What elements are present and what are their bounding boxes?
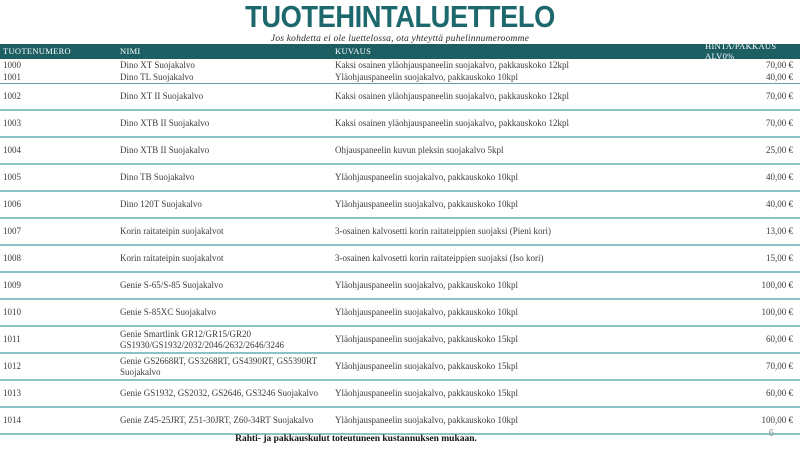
product-number-cell: 1014 (3, 415, 21, 426)
product-name-cell: Korin raitateipin suojakalvot (120, 253, 224, 264)
product-number-cell: 1012 (3, 361, 21, 372)
product-number-cell: 1008 (3, 253, 21, 264)
product-description-cell: Kaksi osainen yläohjauspaneelin suojakalvo, pakkauskoko 12kpl (335, 118, 569, 129)
product-price-cell: 60,00 € (766, 334, 793, 345)
product-number-cell: 1001 (3, 71, 21, 82)
footer-note: Rahti- ja pakkauskulut toteutuneen kustannuksen mukaan. (235, 434, 477, 444)
product-description-cell: Kaksi osainen yläohjauspaneelin suojakalvo, pakkauskoko 12kpl (335, 59, 569, 70)
product-description-cell: Yläohjauspaneelin suojakalvo, pakkauskoko 10kpl (335, 71, 518, 82)
product-number-cell: 1007 (3, 226, 21, 237)
table-row (0, 71, 800, 84)
product-name-cell: Genie S-85XC Suojakalvo (120, 307, 216, 318)
table-row (0, 246, 800, 273)
product-number-cell: 1000 (3, 59, 21, 70)
product-description-cell: Yläohjauspaneelin suojakalvo, pakkauskoko 10kpl (335, 415, 518, 426)
product-price-cell: 15,00 € (766, 253, 793, 264)
product-price-cell: 70,00 € (766, 91, 793, 102)
column-header-description: KUVAUS (335, 45, 372, 56)
product-number-cell: 1005 (3, 172, 21, 183)
product-number-cell: 1010 (3, 307, 21, 318)
product-description-cell: Ohjauspaneelin kuvun pleksin suojakalvo 5kpl (335, 145, 504, 156)
column-header-name: NIMI (120, 45, 141, 56)
product-price-cell: 25,00 € (766, 145, 793, 156)
product-description-cell: Yläohjauspaneelin suojakalvo, pakkauskoko 10kpl (335, 307, 518, 318)
product-description-cell: Yläohjauspaneelin suojakalvo, pakkauskoko 10kpl (335, 199, 518, 210)
product-number-cell: 1011 (3, 334, 21, 345)
table-row (0, 84, 800, 111)
product-name-cell: Dino XTB II Suojakalvo (120, 145, 210, 156)
product-number-cell: 1003 (3, 118, 21, 129)
product-price-cell: 70,00 € (766, 59, 793, 70)
product-price-cell: 100,00 € (761, 280, 793, 291)
product-name-cell: Dino TL Suojakalvo (120, 71, 194, 82)
table-row (0, 111, 800, 138)
table-row (0, 192, 800, 219)
product-description-cell: Yläohjauspaneelin suojakalvo, pakkauskoko 10kpl (335, 172, 518, 183)
product-description-cell: Yläohjauspaneelin suojakalvo, pakkauskoko 15kpl (335, 388, 518, 399)
product-price-cell: 100,00 € (761, 307, 793, 318)
table-row (0, 138, 800, 165)
product-description-cell: Yläohjauspaneelin suojakalvo, pakkauskoko 10kpl (335, 280, 518, 291)
page-subtitle: Jos kohdetta ei ole luettelossa, ota yhteyttä puhelinnumeroomme (270, 34, 530, 44)
table-row (0, 327, 800, 354)
product-description-cell: Yläohjauspaneelin suojakalvo, pakkauskoko 15kpl (335, 334, 518, 345)
product-name-cell: Dino XT Suojakalvo (120, 59, 195, 70)
product-description-cell: 3-osainen kalvosetti korin raitateippien suojaksi (Iso kori) (335, 253, 544, 264)
product-name-cell: Genie GS2668RT, GS3268RT, GS4390RT, GS5390RT Suojakalvo (120, 356, 317, 377)
column-header-price: HINTA/PAKKAUS ALV0% (705, 40, 777, 61)
product-name-cell: Dino TB Suojakalvo (120, 172, 195, 183)
product-price-cell: 40,00 € (766, 199, 793, 210)
product-price-cell: 13,00 € (766, 226, 793, 237)
table-row (0, 408, 800, 435)
product-name-cell: Dino XTB II Suojakalvo (120, 118, 210, 129)
product-price-cell: 70,00 € (766, 361, 793, 372)
product-name-cell: Genie Smartlink GR12/GR15/GR20 GS1930/GS1932/2032/2046/2632/2646/3246 (120, 329, 285, 350)
product-name-cell: Genie GS1932, GS2032, GS2646, GS3246 Suojakalvo (120, 388, 319, 399)
column-header-product-number: TUOTENUMERO (3, 45, 71, 56)
table-row (0, 59, 800, 71)
table-row (0, 300, 800, 327)
product-price-cell: 100,00 € (761, 415, 793, 426)
page-title: TUOTEHINTALUETTELO (245, 0, 555, 34)
product-number-cell: 1002 (3, 91, 21, 102)
table-row (0, 273, 800, 300)
product-number-cell: 1013 (3, 388, 21, 399)
table-body (0, 59, 800, 435)
product-number-cell: 1006 (3, 199, 21, 210)
product-description-cell: 3-osainen kalvosetti korin raitateippien suojaksi (Pieni kori) (335, 226, 551, 237)
product-name-cell: Genie S-65/S-85 Suojakalvo (120, 280, 223, 291)
product-number-cell: 1009 (3, 280, 21, 291)
table-row (0, 354, 800, 381)
product-price-cell: 40,00 € (766, 172, 793, 183)
product-name-cell: Korin raitateipin suojakalvot (120, 226, 224, 237)
table-header-row (0, 40, 800, 61)
table-row (0, 219, 800, 246)
page-number: 6 (768, 428, 774, 439)
product-price-cell: 60,00 € (766, 388, 793, 399)
product-description-cell: Kaksi osainen yläohjauspaneelin suojakalvo, pakkauskoko 12kpl (335, 91, 569, 102)
product-name-cell: Genie Z45-25JRT, Z51-30JRT, Z60-34RT Suojakalvo (120, 415, 314, 426)
product-description-cell: Yläohjauspaneelin suojakalvo, pakkauskoko 15kpl (335, 361, 518, 372)
table-row (0, 165, 800, 192)
table-row (0, 381, 800, 408)
product-number-cell: 1004 (3, 145, 21, 156)
product-name-cell: Dino XT II Suojakalvo (120, 91, 204, 102)
product-price-cell: 70,00 € (766, 118, 793, 129)
product-name-cell: Dino 120T Suojakalvo (120, 199, 202, 210)
product-price-cell: 40,00 € (766, 71, 793, 82)
